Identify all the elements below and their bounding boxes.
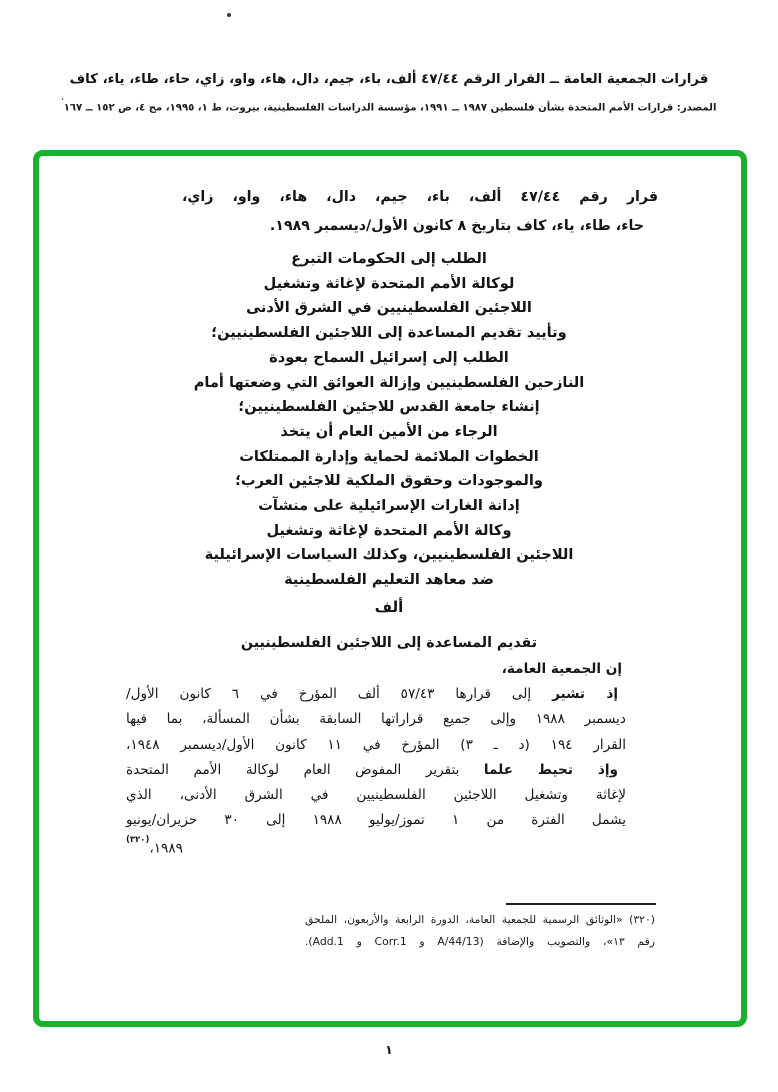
recital-text: بتقرير المفوض العام لوكالة الأمم المتحدة xyxy=(126,761,484,778)
footnote-reference-marker: (٣٢٠) xyxy=(126,835,150,846)
recital-lead-phrase: وإذ تحيط علما xyxy=(483,761,618,778)
resolution-title-line: اللاجئين الفلسطينيين في الشرق الأدنى xyxy=(246,299,532,317)
footnote-line: (٣٢٠) «الوثائق الرسمية للجمعية العامة، الدورة الرابعة والأربعون، الملحق xyxy=(305,913,655,926)
intro-line: حاء، طاء، ياء، كاف بتاريخ ٨ كانون الأول/ديسمبر ١٩٨٩. xyxy=(269,218,644,234)
page-header-source xyxy=(30,97,748,114)
resolution-title-line: والموجودات وحقوق الملكية للاجئين العرب؛ xyxy=(235,472,543,490)
resolution-title-line: إنشاء جامعة القدس للاجئين الفلسطينيين؛ xyxy=(238,398,540,416)
intro-line: قرار رقم ٤٧/٤٤ ألف، باء، جيم، دال، هاء، واو، زاي، xyxy=(182,189,659,205)
resolution-title-line: الرجاء من الأمين العام أن يتخذ xyxy=(280,422,498,440)
recital-line: لإغاثة وتشغيل اللاجئين الفلسطينيين في الشرق الأدنى، الذي xyxy=(126,787,626,804)
resolution-title-line: وتأييد تقديم المساعدة إلى اللاجئين الفلسطينيين؛ xyxy=(211,324,567,342)
recital-line xyxy=(126,682,626,707)
resolution-title-line: ضد معاهد التعليم الفلسطينية xyxy=(284,571,494,589)
source-text: المصدر: قرارات الأمم المتحدة بشأن فلسطين ١٩٨٧ ــ ١٩٩١، مؤسسة الدراسات الفلسطينية، بيروت، ط ١، ١٩٩٥، مج ٤، ص ١٥٢ ــ ١٦٧ xyxy=(63,102,717,114)
footnote-block xyxy=(305,909,655,953)
resolution-title-line: النازحين الفلسطينيين وإزالة العوائق التي وضعتها أمام xyxy=(193,373,585,391)
footnote-separator-rule xyxy=(506,903,656,905)
recital-line: يشمل الفترة من ١ تموز/يوليو ١٩٨٨ إلى ٣٠ حزيران/يونيو xyxy=(126,812,626,829)
recital-line: ديسمبر ١٩٨٨ وإلى جميع قراراتها السابقة بشأن المسألة، بما فيها xyxy=(126,711,626,728)
resolution-title-block xyxy=(124,247,654,593)
recital-lead-phrase: إذ تشير xyxy=(552,686,618,703)
resolution-title-line: الطلب إلى إسرائيل السماح بعودة xyxy=(269,348,509,366)
resolution-title-line: اللاجئين الفلسطينيين، وكذلك السياسات الإسرائيلية xyxy=(204,546,574,564)
footnote-line: رقم ١٣»، والتصويب والإضافة (A/44/13 و Corr.1 و Add.1). xyxy=(305,934,655,948)
recital-tail-line xyxy=(126,833,626,862)
section-letter: ألف xyxy=(374,598,404,616)
source-footnote-mark: ' xyxy=(61,97,64,105)
recital-line xyxy=(126,758,626,783)
page-number: ١ xyxy=(385,1042,393,1057)
resolution-title-line: وكالة الأمم المتحدة لإغاثة وتشغيل xyxy=(266,521,512,539)
recital-line: القرار ١٩٤ (د ـ ٣) المؤرخ في ١١ كانون الأول/ديسمبر ١٩٤٨، xyxy=(126,736,626,753)
resolution-title-line: الطلب إلى الحكومات التبرع xyxy=(291,250,487,267)
section-title: تقديم المساعدة إلى اللاجئين الفلسطينيين xyxy=(240,635,538,651)
resolution-title-line: لوكالة الأمم المتحدة لإغاثة وتشغيل xyxy=(263,274,515,292)
recital-year: ١٩٨٩، xyxy=(149,840,183,857)
resolution-title-line: الخطوات الملائمة لحماية وإدارة الممتلكات xyxy=(239,447,539,465)
recital-text: إلى قرارها ٥٧/٤٣ ألف المؤرخ في ٦ كانون الأول/ xyxy=(126,686,553,703)
preamble-opening-line: إن الجمعية العامة، xyxy=(501,661,622,677)
resolution-title-line: إدانة الغارات الإسرائيلية على منشآت xyxy=(258,497,520,515)
scan-speck-artifact xyxy=(227,13,231,17)
resolution-body xyxy=(126,657,626,862)
resolution-intro-paragraph xyxy=(182,183,658,241)
page-header-title: قرارات الجمعية العامة ــ القرار الرقم ٤٧/٤٤ ألف، باء، جيم، دال، هاء، واو، زاي، حاء، طاء، ياء، كاف xyxy=(69,72,709,87)
